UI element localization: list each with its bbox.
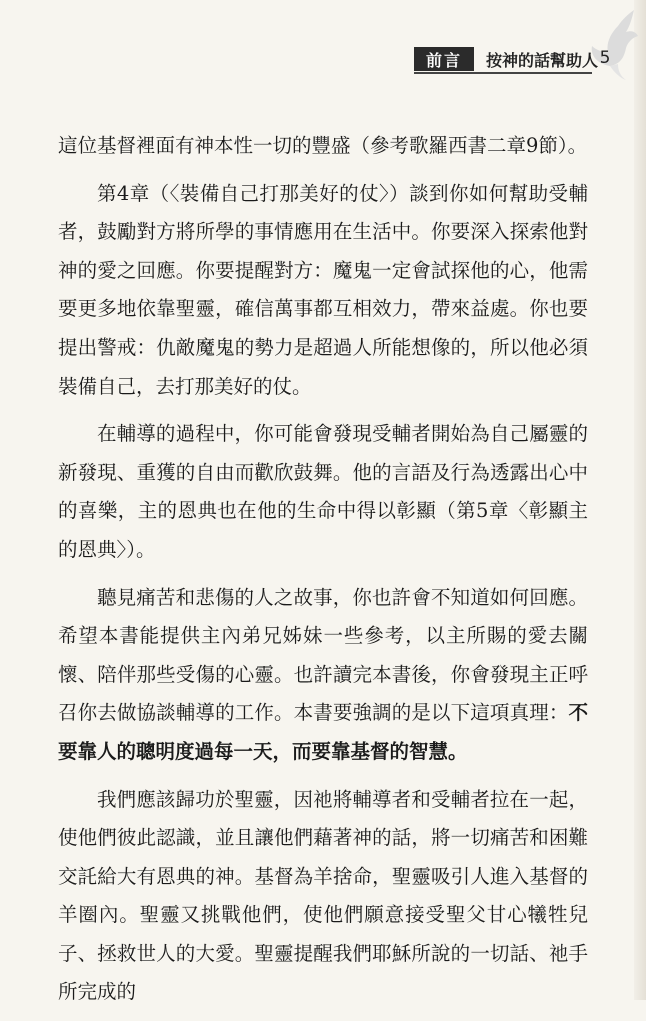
emphasis-text: 不要靠人的聰明度過每一天，而要靠基督的智慧。: [58, 701, 588, 763]
paragraph: [58, 175, 588, 407]
body-text: [58, 127, 588, 1021]
paragraph-text: 這位基督裡面有神本性一切的豐盛（參考歌羅西書二章9節）。: [58, 134, 588, 157]
paragraph-text: 聽見痛苦和悲傷的人之故事，你也許會不知道如何回應。希望本書能提供主內弟兄姊妹一些參考，以主所賜的愛去關懷、陪伴那些受傷的心靈。也許讀完本書後，你會發現主正呼召你去做協談輔導的工作。本書要強調的是以下這項真理：: [58, 585, 588, 725]
chapter-label: 前言: [414, 47, 474, 71]
page-edge: [634, 0, 646, 1000]
paragraph: [58, 579, 588, 772]
page-number: 5: [599, 48, 611, 68]
paragraph: [58, 781, 588, 1013]
paragraph: [58, 127, 588, 166]
paragraph: [58, 415, 588, 569]
paragraph-text: 在輔導的過程中，你可能會發現受輔者開始為自己屬靈的新發現、重獲的自由而歡欣鼓舞。他的言語及行為透露出心中的喜樂，主的恩典也在他的生命中得以彰顯（第5章〈彰顯主的恩典〉）。: [58, 422, 588, 561]
paragraph-text: 我們應該歸功於聖靈，因祂將輔導者和受輔者拉在一起，使他們彼此認識，並且讓他們藉著神的話，將一切痛苦和困難交託給大有恩典的神。基督為羊捨命，聖靈吸引人進入基督的羊圈內。聖靈又挑戰他們，使他們願意接受聖父甘心犧牲兒子、拯救世人的大愛。聖靈提醒我們耶穌所說的一切話、祂手所完成的: [58, 787, 588, 1004]
book-title: 按神的話幫助人: [486, 50, 599, 70]
paragraph-text: 第4章（〈裝備自己打那美好的仗〉）談到你如何幫助受輔者，鼓勵對方將所學的事情應用在生活中。你要深入探索他對神的愛之回應。你要提醒對方：魔鬼一定會試探他的心，他需要更多地依靠聖靈，確信萬事都互相效力，帶來益處。你也要提出警戒：仇敵魔鬼的勢力是超過人所能想像的，所以他必須裝備自己，去打那美好的仗。: [58, 181, 588, 398]
header-rule: [414, 72, 592, 74]
running-header: [414, 47, 598, 71]
